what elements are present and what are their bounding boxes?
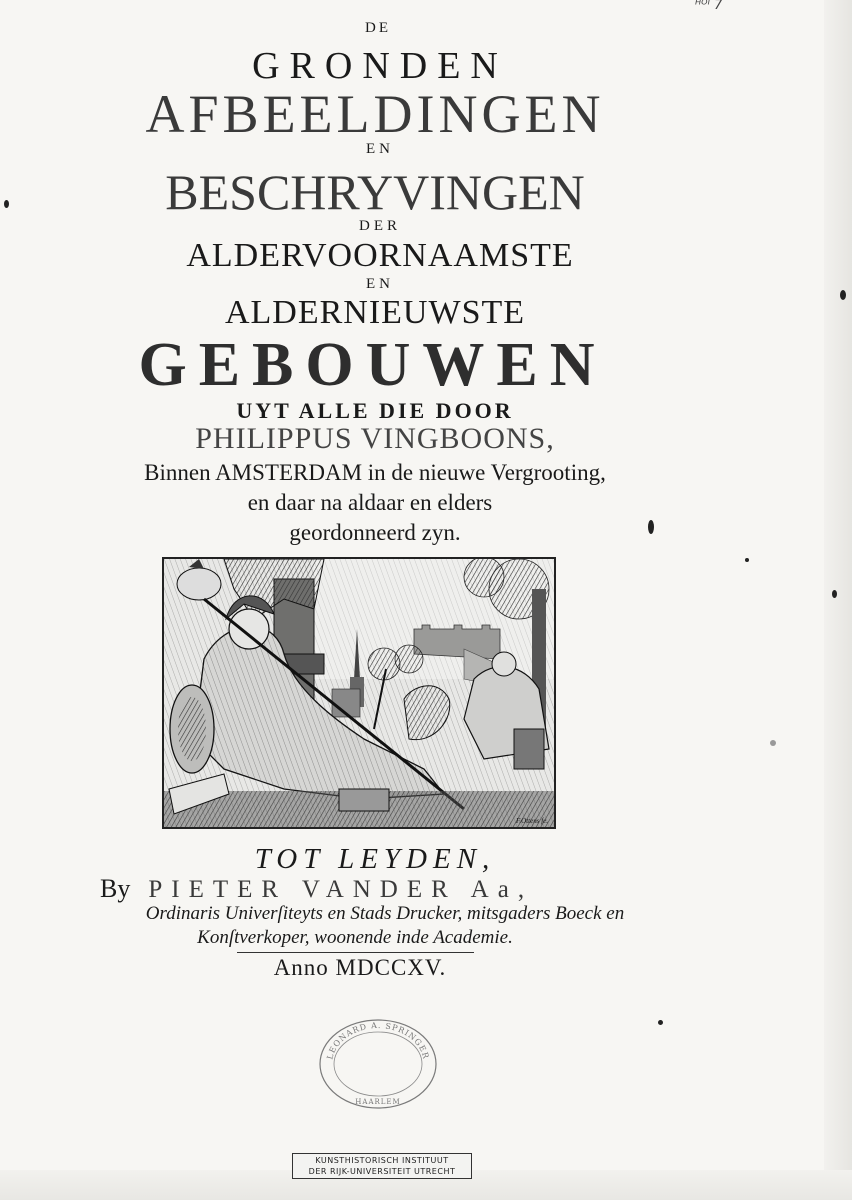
imprint-by: By: [100, 874, 131, 903]
title-en-2: EN: [366, 276, 394, 292]
title-beschryvingen: BESCHRYVINGEN: [165, 164, 585, 220]
page-edge-right: [824, 0, 852, 1200]
imprint-printer-row: [100, 873, 660, 905]
title-gronden: GRONDEN: [252, 45, 508, 87]
institute-label-line-2: DER RIJK-UNIVERSITEIT UTRECHT: [308, 1167, 456, 1176]
title-gebouwen: GEBOUWEN: [138, 331, 607, 399]
imprint-role-line-1: Ordinaris Univerſiteyts en Stads Drucker, mitsgaders Boeck en: [145, 903, 625, 924]
engraver-signature: F.Ottens fe.: [516, 817, 548, 825]
title-aldervoornaamste: ALDERVOORNAAMSTE: [186, 237, 574, 274]
author-name: PHILIPPUS VINGBOONS,: [195, 422, 555, 455]
seal-city: HAARLEM: [355, 1098, 401, 1106]
title-aldernieuwste: ALDERNIEUWSTE: [224, 294, 526, 331]
institute-label-line-1: KUNSTHISTORISCH INSTITUUT: [315, 1156, 449, 1165]
subtitle-line-3: geordonneerd zyn.: [289, 520, 461, 545]
imprint-year: Anno MDCCXV.: [273, 955, 447, 980]
imprint-printer: PIETER VANDER Aa,: [148, 876, 534, 903]
engraving-illustration: [164, 559, 554, 827]
title-afbeeldingen: AFBEELDINGEN: [145, 84, 605, 144]
imprint-place: TOT LEYDEN,: [254, 843, 496, 875]
subtitle-line-1: Binnen AMSTERDAM in de nieuwe Vergrooting,: [144, 460, 606, 485]
seal-text: LEONARD A. SPRINGER: [325, 1020, 431, 1061]
title-der: DER: [359, 218, 401, 234]
imprint-role-line-2: Konſtverkoper, woonende inde Academie.: [197, 927, 513, 948]
subtitle-line-2: en daar na aldaar en elders: [247, 490, 493, 515]
title-de: DE: [365, 20, 391, 36]
collector-seal-stamp: [318, 1018, 438, 1110]
institute-label-stamp: [292, 1153, 472, 1179]
title-uyt-alle-die-door: UYT ALLE DIE DOOR: [236, 398, 514, 423]
title-en-1: EN: [366, 141, 394, 157]
svg-text:LEONARD A. SPRINGER: [325, 1021, 430, 1060]
imprint-divider: [237, 952, 474, 953]
allegorical-engraving: [162, 557, 556, 829]
shelfmark: ᴴᴼᴵ 7: [695, 0, 723, 13]
